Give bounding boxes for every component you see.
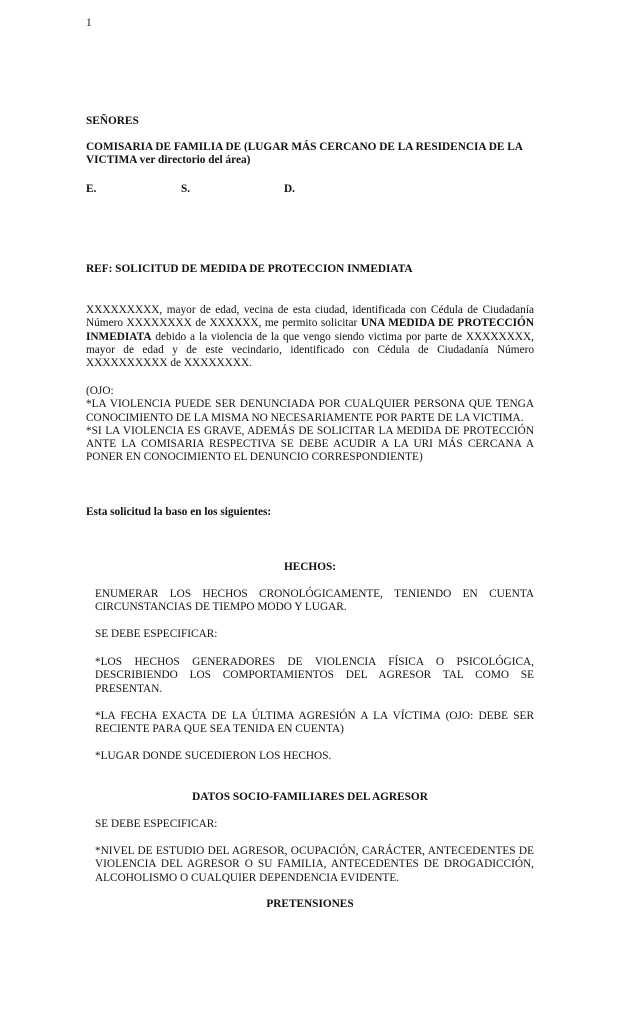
intro-paragraph	[86, 304, 534, 370]
hechos-paragraph-3: *LOS HECHOS GENERADORES DE VIOLENCIA FÍSICA O PSICOLÓGICA, DESCRIBIENDO LOS COMPORTAMIENTOS DEL AGRESOR TAL COMO SE PRESENTAN.	[95, 656, 534, 695]
datos-paragraph-2: *NIVEL DE ESTUDIO DEL AGRESOR, OCUPACIÓN, CARÁCTER, ANTECEDENTES DE VIOLENCIA DEL AGRESOR O SU FAMILIA, ANTECEDENTES DE DROGADICCIÓN, ALCOHOLISMO O CUALQUIER DEPENDENCIA EVIDENTE.	[95, 845, 534, 884]
letter-s: S.	[181, 183, 191, 195]
note-open: (OJO:	[86, 385, 114, 397]
hechos-paragraph-2: SE DEBE ESPECIFICAR:	[95, 628, 218, 640]
datos-paragraph-1: SE DEBE ESPECIFICAR:	[95, 818, 218, 830]
note-line-1: *LA VIOLENCIA PUEDE SER DENUNCIADA POR CUALQUIER PERSONA QUE TENGA CONOCIMIENTO DE LA MISMA NO NECESARIAMENTE POR PARTE DE LA VICTIMA.	[86, 398, 534, 424]
letter-d: D.	[284, 183, 295, 195]
reference-line: REF: SOLICITUD DE MEDIDA DE PROTECCION INMEDIATA	[86, 263, 413, 275]
note-block	[86, 385, 534, 465]
intro-text-1: XXXXXXXXX, mayor de edad, vecina de esta ciudad, identificada con Cédula de Ciudadanía Número XXXXXXXX de XXXXXX, me permito solicitar	[86, 304, 534, 330]
addressee-senores: SEÑORES	[86, 115, 139, 127]
intro-text-2: debido a la violencia de la que vengo siendo victima por parte de XXXXXXXX, mayor de edad y de este vecindario, identificado con Cédula de Ciudadanía Número XXXXXXXXXX de XXXXXXXX.	[86, 330, 534, 370]
hechos-paragraph-4: *LA FECHA EXACTA DE LA ÚLTIMA AGRESIÓN A LA VÍCTIMA (OJO: DEBE SER RECIENTE PARA QUE SEA TENIDA EN CUENTA)	[95, 710, 534, 736]
note-line-2: *SI LA VIOLENCIA ES GRAVE, ADEMÁS DE SOLICITAR LA MEDIDA DE PROTECCIÓN ANTE LA COMISARIA RESPECTIVA SE DEBE ACUDIR A LA URI MÁS CERCANA A PONER EN CONOCIMIENTO EL DENUNCIO CORRESPONDIENTE)	[86, 424, 534, 464]
hechos-paragraph-5: *LUGAR DONDE SUCEDIERON LOS HECHOS.	[95, 750, 332, 762]
letter-e: E.	[86, 183, 97, 195]
basis-line: Esta solicitud la baso en los siguientes:	[86, 506, 272, 518]
hechos-title: HECHOS:	[283, 561, 337, 573]
datos-title: DATOS SOCIO-FAMILIARES DEL AGRESOR	[192, 791, 428, 803]
intro-bold: UNA MEDIDA DE PROTECCIÓN INMEDIATA	[86, 317, 534, 343]
page-number: 1	[86, 17, 92, 29]
hechos-paragraph-1: ENUMERAR LOS HECHOS CRONOLÓGICAMENTE, TENIENDO EN CUENTA CIRCUNSTANCIAS DE TIEMPO MODO Y LUGAR.	[95, 588, 534, 614]
addressee-comisaria: COMISARIA DE FAMILIA DE (LUGAR MÁS CERCANO DE LA RESIDENCIA DE LA VICTIMA ver directorio del área)	[86, 141, 523, 167]
pretensiones-title: PRETENSIONES	[266, 898, 354, 910]
